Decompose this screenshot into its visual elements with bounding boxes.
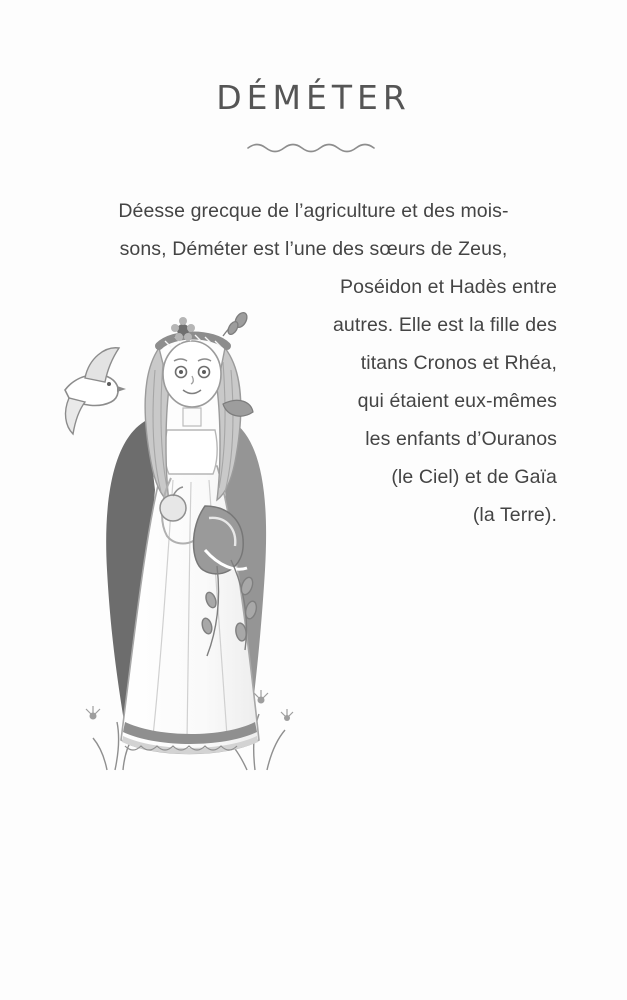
body-line: autres. Elle est la fille des (332, 314, 557, 336)
body-line: les enfants d’Ouranos (365, 428, 557, 450)
body-line: (la Terre). (472, 504, 557, 526)
body-line: Poséidon et Hadès entre (340, 276, 557, 298)
body-line: sons, Déméter est l’une des sœurs de Zeus, (119, 238, 508, 260)
fruit-icon (160, 495, 186, 521)
page-title: DÉMÉTER (216, 78, 411, 117)
body-line: (le Ciel) et de Gaïa (391, 466, 557, 488)
face-shape (163, 341, 221, 407)
demeter-illustration (55, 270, 355, 800)
body-line: qui étaient eux-mêmes (357, 390, 557, 412)
body-line: titans Cronos et Rhéa, (360, 352, 557, 374)
wavy-line-icon (244, 140, 384, 156)
divider-ornament (0, 140, 627, 161)
dove-icon (65, 348, 126, 434)
wheat-icon (223, 311, 249, 336)
body-line: Déesse grecque de l’agriculture et des mois- (118, 200, 509, 222)
